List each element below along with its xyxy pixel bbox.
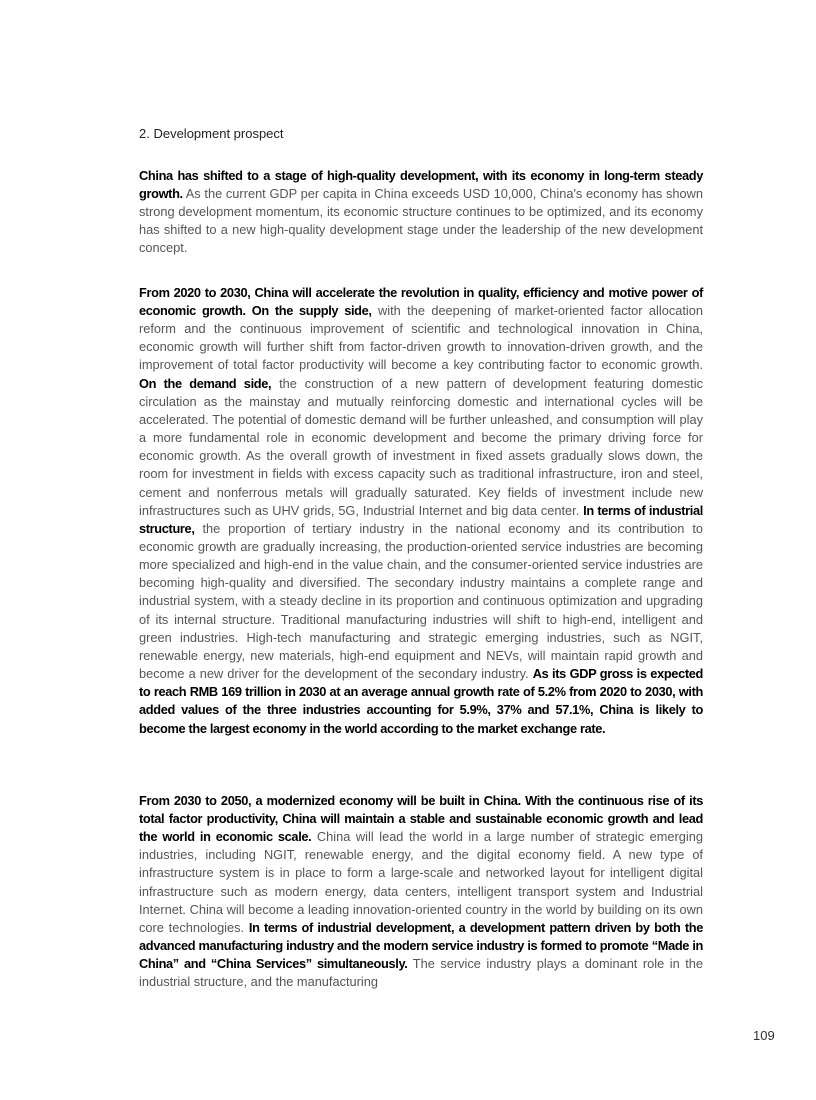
section-heading: 2. Development prospect bbox=[139, 126, 284, 141]
text-segment: with the deepening of market-oriented factor allocation reform and the continuous improvement of scientific and technological innovation in China, economic growth will further shift from factor-driven growth to innovation-driven growth, and the improvement of total factor productivity will become a key contributing factor to economic growth. bbox=[139, 302, 703, 373]
bold-text-segment: As its GDP gross is expected to reach RMB 169 trillion in 2030 at an average annual growth rate of 5.2% from 2020 to 2030, with added values of the three industries accounting for 5.9%, 37% and 57.1%, China is likely to become the largest economy in the world according to the market exchange rate. bbox=[139, 666, 703, 736]
bold-text-segment: In terms of industrial development, a development pattern driven by both the advanced manufacturing industry and the modern service industry is formed to promote “Made in China” and “China Services” simultaneously. bbox=[139, 919, 703, 972]
paragraph-high-quality-development bbox=[139, 167, 703, 258]
text-segment: China will lead the world in a large number of strategic emerging industries, including NGIT, renewable energy, and the digital economy field. A new type of infrastructure system is in place to form a large-scale and networked layout for intelligent digital infrastructure such as modern energy, data centers, intelligent transport system and Industrial Internet. China will become a leading innovation-oriented country in the world by building on its own core technologies. bbox=[139, 829, 703, 935]
text-segment: the construction of a new pattern of development featuring domestic circulation as the mainstay and mutually reinforcing domestic and international cycles will be accelerated. The potential of domestic demand will be further unleashed, and consumption will play a more fundamental role in economic development and become the primary driving force for economic growth. As the overall growth of investment in fixed assets gradually slows down, the room for investment in fields with excess capacity such as traditional infrastructure, iron and steel, cement and nonferrous metals will gradually saturated. Key fields of investment include new infrastructures such as UHV grids, 5G, Industrial Internet and big data center. bbox=[139, 375, 703, 518]
paragraph-2030-2050 bbox=[139, 792, 703, 992]
text-segment: As the current GDP per capita in China exceeds USD 10,000, China's economy has shown strong development momentum, its economic structure continues to be optimized, and its economy has shifted to a new high-quality development stage under the leadership of the new development concept. bbox=[139, 185, 703, 256]
bold-text-segment: From 2030 to 2050, a modernized economy will be built in China. With the continuous rise of its total factor productivity, China will maintain a stable and sustainable economic growth and lead the world in economic scale. bbox=[139, 792, 703, 845]
text-segment: the proportion of tertiary industry in the national economy and its contribution to economic growth are gradually increasing, the production-oriented service industries are becoming more specialized and high-end in the value chain, and the consumer-oriented service industries are becoming high-quality and diversified. The secondary industry maintains a complete range and industrial system, with a steady decline in its proportion and continuous optimization and upgrading of its internal structure. Traditional manufacturing industries will shift to high-end, intelligent and green industries. High-tech manufacturing and strategic emerging industries, such as NGIT, renewable energy, new materials, high-end equipment and NEVs, will maintain rapid growth and become a new driver for the development of the secondary industry. bbox=[139, 520, 703, 682]
text-segment: The service industry plays a dominant role in the industrial structure, and the manufacturing bbox=[139, 956, 703, 990]
bold-text-segment: In terms of industrial structure, bbox=[139, 502, 703, 536]
paragraph-2020-2030 bbox=[139, 284, 703, 738]
bold-text-segment: China has shifted to a stage of high-quality development, with its economy in long-term steady growth. bbox=[139, 167, 703, 201]
bold-text-segment: From 2020 to 2030, China will accelerate the revolution in quality, efficiency and motive power of economic growth. On the supply side, bbox=[139, 284, 703, 318]
page-number: 109 bbox=[753, 1028, 775, 1043]
bold-text-segment: On the demand side, bbox=[139, 375, 272, 391]
